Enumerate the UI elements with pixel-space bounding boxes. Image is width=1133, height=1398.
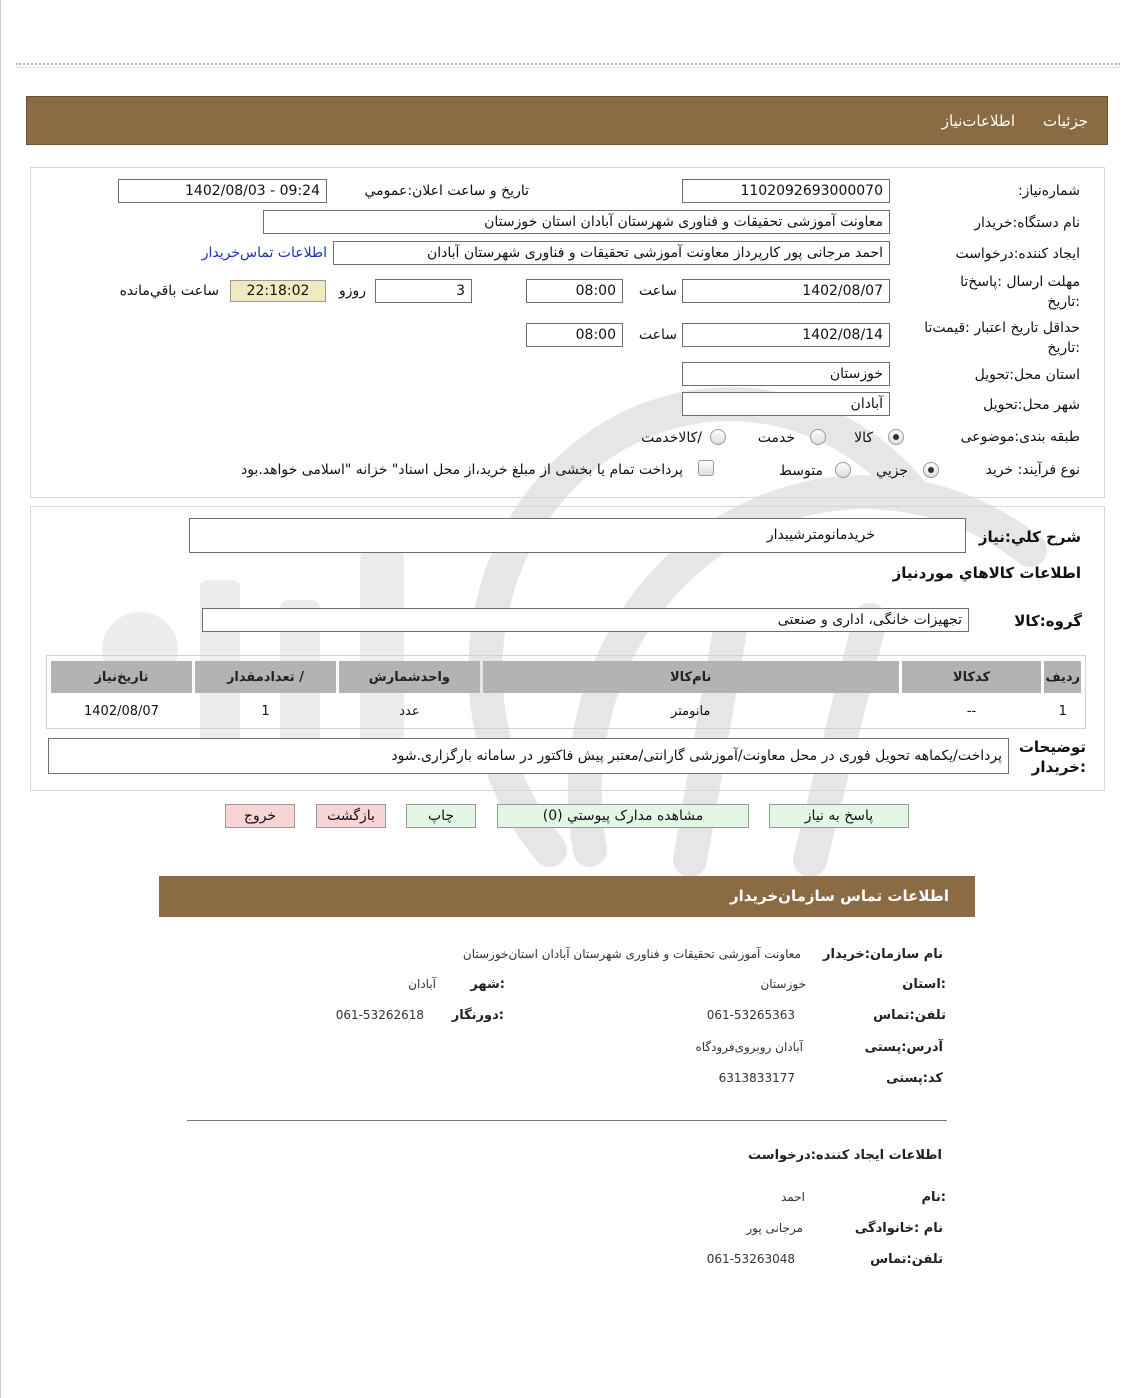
- desc-field: خریدمانومترشیبدار: [189, 518, 966, 553]
- contact-address-label: آدرس‌:پستی: [864, 1040, 943, 1055]
- buyer-notes-field: پرداخت/یکماهه تحویل فوری در محل معاونت/آموزشی گارانتی/معتبر پیش فاکتور در سامانه بارگزاری.شود: [48, 738, 1009, 774]
- exit-button[interactable]: خروج: [225, 804, 295, 828]
- announce-field: 1402/08/03 - 09:24: [118, 179, 327, 203]
- contact-province-label: :استان: [902, 977, 946, 992]
- province-field: خوزستان: [682, 362, 890, 386]
- cell-code: --: [966, 703, 977, 719]
- process-option-partial: جزیي: [876, 463, 908, 479]
- contact-postal-value: 6313833177: [718, 1071, 795, 1085]
- creator-family-value: مرجانی پور: [746, 1221, 803, 1235]
- col-qty: / تعدادمقدار: [195, 661, 336, 693]
- city-field: آبادان: [682, 392, 890, 416]
- contact-province-value: خوزستان: [760, 977, 806, 991]
- reply-deadline-label: [960, 272, 1080, 312]
- process-radio-medium[interactable]: [835, 462, 851, 478]
- buyer-notes-label: [1019, 737, 1086, 777]
- cell-unit: عدد: [399, 703, 420, 719]
- category-label: طبقه بندی‌:موضوعی: [960, 429, 1080, 445]
- city-label: شهر محل‌:تحویل: [983, 397, 1080, 413]
- creator-name-value: احمد: [781, 1190, 805, 1204]
- top-divider-line: [16, 67, 1120, 68]
- payment-checkbox[interactable]: [698, 460, 714, 476]
- category-radio-goods[interactable]: [888, 429, 904, 445]
- announce-label: تاریخ و ساعت اعلان‌:عمومي: [364, 183, 529, 199]
- col-name: نام‌کالا: [483, 661, 899, 693]
- contact-city-value: آبادان: [408, 977, 436, 991]
- process-radio-partial[interactable]: [923, 462, 939, 478]
- contact-heading: اطلاعات تماس سازمان‌خریدار: [729, 887, 949, 905]
- print-button[interactable]: چاپ: [406, 804, 476, 828]
- category-radio-goods-service[interactable]: [710, 429, 726, 445]
- reply-time-field: 08:00: [526, 279, 623, 303]
- group-field: تجهیزات خانگی، اداری و صنعتی: [202, 608, 969, 632]
- page-left-border: [0, 0, 1, 1398]
- creator-field: احمد مرجانی پور کارپرداز معاونت آموزشی تحقیقات و فناوری شهرستان آبادان: [333, 241, 890, 265]
- tab-details[interactable]: جزئیات: [1043, 112, 1088, 130]
- reply-button[interactable]: پاسخ به نیاز: [769, 804, 909, 828]
- details-header: [26, 96, 1108, 145]
- category-option-goods-service: /کالاخدمت: [641, 430, 702, 446]
- contact-phone-value: 061-53265363: [706, 1008, 795, 1022]
- days-field: 3: [375, 279, 472, 303]
- category-option-goods: کالا: [854, 430, 873, 446]
- category-option-service: خدمت: [757, 430, 795, 446]
- contact-postal-label: کد‌:پستی: [886, 1071, 943, 1086]
- top-divider: [16, 63, 1120, 65]
- reply-time-label: ساعت: [638, 283, 677, 299]
- contact-fax-value: 061-53262618: [335, 1008, 424, 1022]
- creator-phone-value: 061-53263048: [706, 1252, 795, 1266]
- desc-label: شرح کلي‌:نیاز: [978, 528, 1081, 546]
- contact-org-label: نام سازمان‌:خریدار: [823, 947, 943, 962]
- items-table: [48, 658, 1084, 729]
- days-label: روزو: [338, 283, 366, 299]
- reply-date-field: 1402/08/07: [682, 279, 890, 303]
- table-row: [51, 696, 1081, 726]
- province-label: استان محل‌:تحویل: [974, 367, 1080, 383]
- goods-heading: اطلاعات کالاهاي موردنیاز: [892, 564, 1081, 582]
- buyer-org-label: نام دستگاه‌:خریدار: [974, 215, 1080, 231]
- contact-address-value: آبادان روبروی‌فرودگاه: [695, 1040, 803, 1054]
- buyer-contact-link[interactable]: اطلاعات تماس‌خریدار: [201, 245, 327, 261]
- cell-qty: 1: [261, 703, 270, 719]
- category-radio-service[interactable]: [810, 429, 826, 445]
- cell-row: 1: [1058, 703, 1067, 719]
- col-unit: واحدشمارش: [339, 661, 480, 693]
- validity-label-2: :تاریخ: [1047, 340, 1080, 356]
- group-label: گروه‌:کالا: [1014, 612, 1082, 630]
- creator-phone-label: تلفن‌:تماس: [870, 1252, 943, 1267]
- col-date: تاریخ‌نیاز: [51, 661, 192, 693]
- validity-date-field: 1402/08/14: [682, 323, 890, 347]
- col-row: ردیف: [1044, 661, 1081, 693]
- contact-org-value: معاونت آموزشی تحقیقات و فناوری شهرستان آبادان استان‌خوزستان: [462, 947, 801, 961]
- back-button[interactable]: بازگشت: [316, 804, 386, 828]
- col-code: کدکالا: [902, 661, 1042, 693]
- need-number-field: 1102092693000070: [682, 179, 890, 203]
- contact-city-label: :شهر: [470, 977, 505, 992]
- creator-label: ایجاد کننده‌:درخواست: [955, 246, 1080, 262]
- creator-info-heading: اطلاعات ایجاد کننده‌:درخواست: [748, 1148, 942, 1163]
- reply-deadline-label-1: مهلت ارسال :پاسخ‌تا: [960, 274, 1080, 290]
- buyer-notes-label-2: :خریدار: [1031, 758, 1086, 776]
- need-number-label: شماره‌نیاز:: [1017, 183, 1080, 199]
- cell-name: مانومتر: [671, 703, 711, 719]
- process-label: نوع فرآیند‌: خرید: [985, 462, 1080, 478]
- validity-time-label: ساعت: [638, 327, 677, 343]
- reply-deadline-label-2: :تاریخ: [1047, 294, 1080, 310]
- validity-time-field: 08:00: [526, 323, 623, 347]
- creator-name-label: :نام: [921, 1190, 946, 1205]
- validity-label-1: حداقل تاریخ اعتبار :قیمت‌تا: [924, 320, 1080, 336]
- buyer-org-field: معاونت آموزشی تحقیقات و فناوری شهرستان آبادان استان خوزستان: [263, 210, 890, 234]
- remaining-time: 22:18:02: [230, 280, 326, 302]
- payment-note: پرداخت تمام یا بخشی از مبلغ خرید،از محل اسناد" خزانه "اسلامی خواهد.بود: [240, 462, 683, 478]
- validity-label: [924, 318, 1080, 358]
- creator-family-label: نام :خانوادگی: [854, 1221, 943, 1236]
- cell-date: 1402/08/07: [84, 703, 159, 719]
- contact-separator: [187, 1120, 947, 1121]
- remaining-label: ساعت باقي‌مانده: [119, 283, 219, 299]
- attachments-button[interactable]: مشاهده مدارک پیوستي (0): [497, 804, 749, 828]
- contact-header: [159, 876, 975, 917]
- contact-phone-label: تلفن‌:تماس: [873, 1008, 946, 1023]
- tab-need-info[interactable]: اطلاعات‌نیاز: [941, 112, 1015, 130]
- buyer-notes-label-1: توضیحات: [1018, 738, 1086, 756]
- process-option-medium: متوسط: [779, 463, 823, 479]
- contact-fax-label: :دورنگار: [451, 1008, 504, 1023]
